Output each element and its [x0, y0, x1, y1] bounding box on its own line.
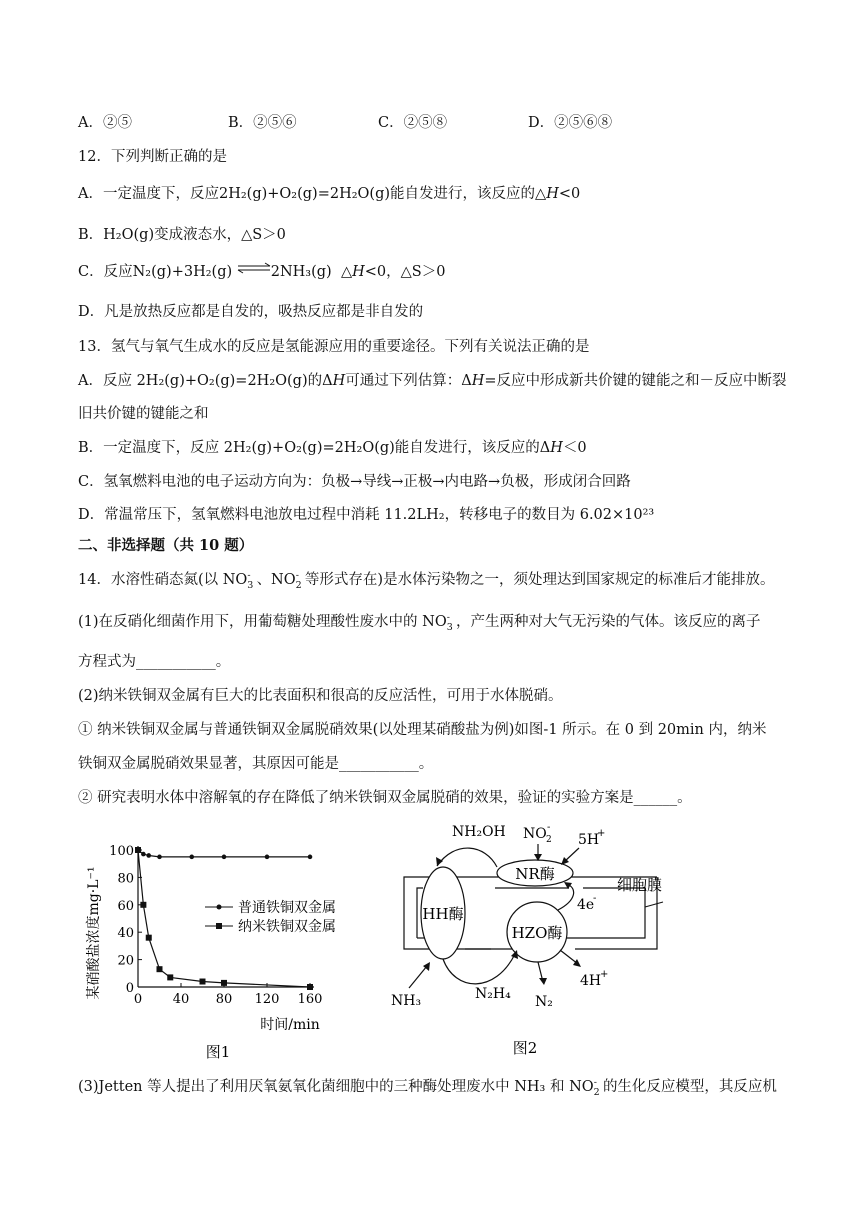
q13-option-a-line2: 旧共价键的键能之和 — [78, 406, 209, 422]
q14-part2-1-line1: ① 纳米铁铜双金属与普通铁铜双金属脱硝效果(以处理某硝酸盐为例)如图-1 所示。在 0 到 20min 内，纳米 — [78, 722, 767, 738]
q13-option-d: D．常温常压下，氢氧燃料电池放电过程中消耗 11.2LH₂，转移电子的数目为 6.02×10²³ — [78, 507, 655, 523]
y-tick-label: 0 — [125, 981, 134, 996]
x-axis-label: 时间/min — [260, 1017, 320, 1033]
data-point — [146, 935, 152, 941]
arrow-n2-icon — [539, 978, 547, 985]
x-tick-label: 120 — [254, 992, 280, 1007]
data-point — [157, 855, 162, 860]
legend-circle-marker — [217, 905, 222, 910]
membrane-label: 细胞膜 — [617, 876, 663, 894]
figure-2-diagram — [391, 822, 685, 1066]
nh2oh-label: NH₂OH — [452, 824, 506, 840]
no2-label: NO — [523, 826, 547, 842]
q14-part1-line2: 方程式为___________。 — [78, 654, 231, 670]
svg-text:+: + — [597, 828, 606, 839]
q12-option-d: D．凡是放热反应都是自发的，吸热反应都是非自发的 — [78, 304, 424, 320]
svg-text:-: - — [547, 822, 551, 833]
q12-option-a: A．一定温度下，反应2H₂(g)+O₂(g)=2H₂O(g)能自发进行，该反应的△H<0 — [78, 186, 581, 202]
q12-stem: 12．下列判断正确的是 — [78, 149, 227, 165]
y-axis-label: 某硝酸盐浓度mg·L⁻¹ — [86, 866, 102, 1000]
q12-option-c: C．反应N₂(g)+3H₂(g) 2NH₃(g) △H<0，△S＞0 — [78, 264, 446, 280]
q14-part2: (2)纳米铁铜双金属有巨大的比表面积和很高的反应活性，可用于水体脱硝。 — [78, 688, 563, 704]
hzo-enzyme-label: HZO酶 — [511, 924, 563, 942]
h5-label: 5H — [578, 832, 600, 848]
data-point — [146, 853, 151, 858]
nr-enzyme-label: NR酶 — [515, 865, 555, 883]
q12-option-b: B．H₂O(g)变成液态水，△S＞0 — [78, 227, 286, 243]
option-d: D．②⑤⑥⑧ — [528, 115, 613, 131]
data-point — [189, 855, 194, 860]
svg-text:-: - — [593, 893, 597, 904]
y-tick-label: 40 — [117, 926, 134, 942]
data-point — [135, 847, 141, 853]
data-point — [140, 902, 146, 908]
legend — [205, 899, 336, 935]
x-tick-label: 40 — [172, 992, 190, 1007]
y-tick-label: 80 — [117, 871, 134, 887]
q13-option-c: C．氢氧燃料电池的电子运动方向为：负极→导线→正极→内电路→负极，形成闭合回路 — [78, 474, 631, 490]
y-tick-label: 100 — [109, 844, 134, 859]
y-tick-label: 60 — [117, 898, 134, 914]
nh3-label: NH₃ — [391, 993, 422, 1009]
figure-1-chart — [80, 835, 380, 1065]
figure-1-caption: 图1 — [205, 1043, 231, 1061]
data-point — [157, 966, 163, 972]
x-tick-label: 0 — [133, 992, 143, 1007]
legend-square-marker — [216, 923, 222, 929]
data-point — [141, 852, 146, 857]
q14-part1-line1: (1)在反硝化细菌作用下，用葡萄糖处理酸性废水中的 $NO_3^-$ ，产生两种对大气无污染的气体。该反应的离子 — [78, 612, 761, 633]
electron-label: 4e — [577, 897, 595, 913]
q13-option-b: B．一定温度下，反应 2H₂(g)+O₂(g)=2H₂O(g)能自发进行，该反应的ΔH＜0 — [78, 440, 587, 456]
hh-enzyme-label: HH酶 — [422, 905, 464, 923]
data-point — [221, 980, 227, 986]
data-point — [222, 855, 227, 860]
arrow-h4-icon — [573, 959, 581, 967]
n2h4-label: N₂H₄ — [475, 986, 511, 1002]
figure-2-caption: 图2 — [512, 1039, 538, 1057]
option-b: B．②⑤⑥ — [228, 115, 297, 131]
option-c: C．②⑤⑧ — [378, 115, 448, 131]
data-point — [200, 979, 206, 985]
h4-label: 4H — [580, 973, 602, 989]
data-point — [265, 855, 270, 860]
equilibrium-arrow-icon — [237, 262, 271, 274]
q14-part2-1-line2: 铁铜双金属脱硝效果显著，其原因可能是___________。 — [78, 756, 434, 772]
option-a: A．②⑤ — [78, 115, 132, 131]
n2-label: N₂ — [535, 994, 553, 1010]
arc-n2h4 — [443, 954, 515, 984]
membrane-inner — [563, 888, 645, 938]
q14-part3: (3)Jetten 等人提出了利用厌氧氨氧化菌细胞中的三种酶处理废水中 NH₃ 和 $NO_2^-$ 的生化反应模型，其反应机 — [78, 1077, 777, 1098]
data-point — [167, 974, 173, 980]
x-tick-label: 80 — [215, 992, 233, 1007]
svg-text:2: 2 — [546, 835, 552, 845]
data-point — [308, 855, 313, 860]
svg-text:+: + — [600, 969, 609, 980]
y-tick-label: 20 — [117, 953, 134, 969]
arc-nh2oh — [437, 848, 497, 867]
q13-stem: 13．氢气与氧气生成水的反应是氢能源应用的重要途径。下列有关说法正确的是 — [78, 339, 590, 355]
legend-series-1: 普通铁铜双金属 — [238, 900, 336, 916]
q14-part2-2: ② 研究表明水体中溶解氧的存在降低了纳米铁铜双金属脱硝的效果，验证的实验方案是______。 — [78, 790, 692, 806]
data-point — [307, 984, 313, 990]
section-heading: 二、非选择题（共 10 题） — [78, 537, 254, 554]
q13-option-a-line1: A．反应 2H₂(g)+O₂(g)=2H₂O(g)的ΔH可通过下列估算：ΔH=反应中形成新共价键的键能之和－反应中断裂 — [78, 373, 787, 389]
x-tick-label: 160 — [297, 992, 323, 1007]
q14-stem: 14．水溶性硝态氮(以 $NO_3^-$ 、$NO_2^-$ 等形式存在)是水体污染物之一，须处理达到国家规定的标准后才能排放。 — [78, 570, 775, 591]
legend-series-2: 纳米铁铜双金属 — [238, 919, 336, 935]
